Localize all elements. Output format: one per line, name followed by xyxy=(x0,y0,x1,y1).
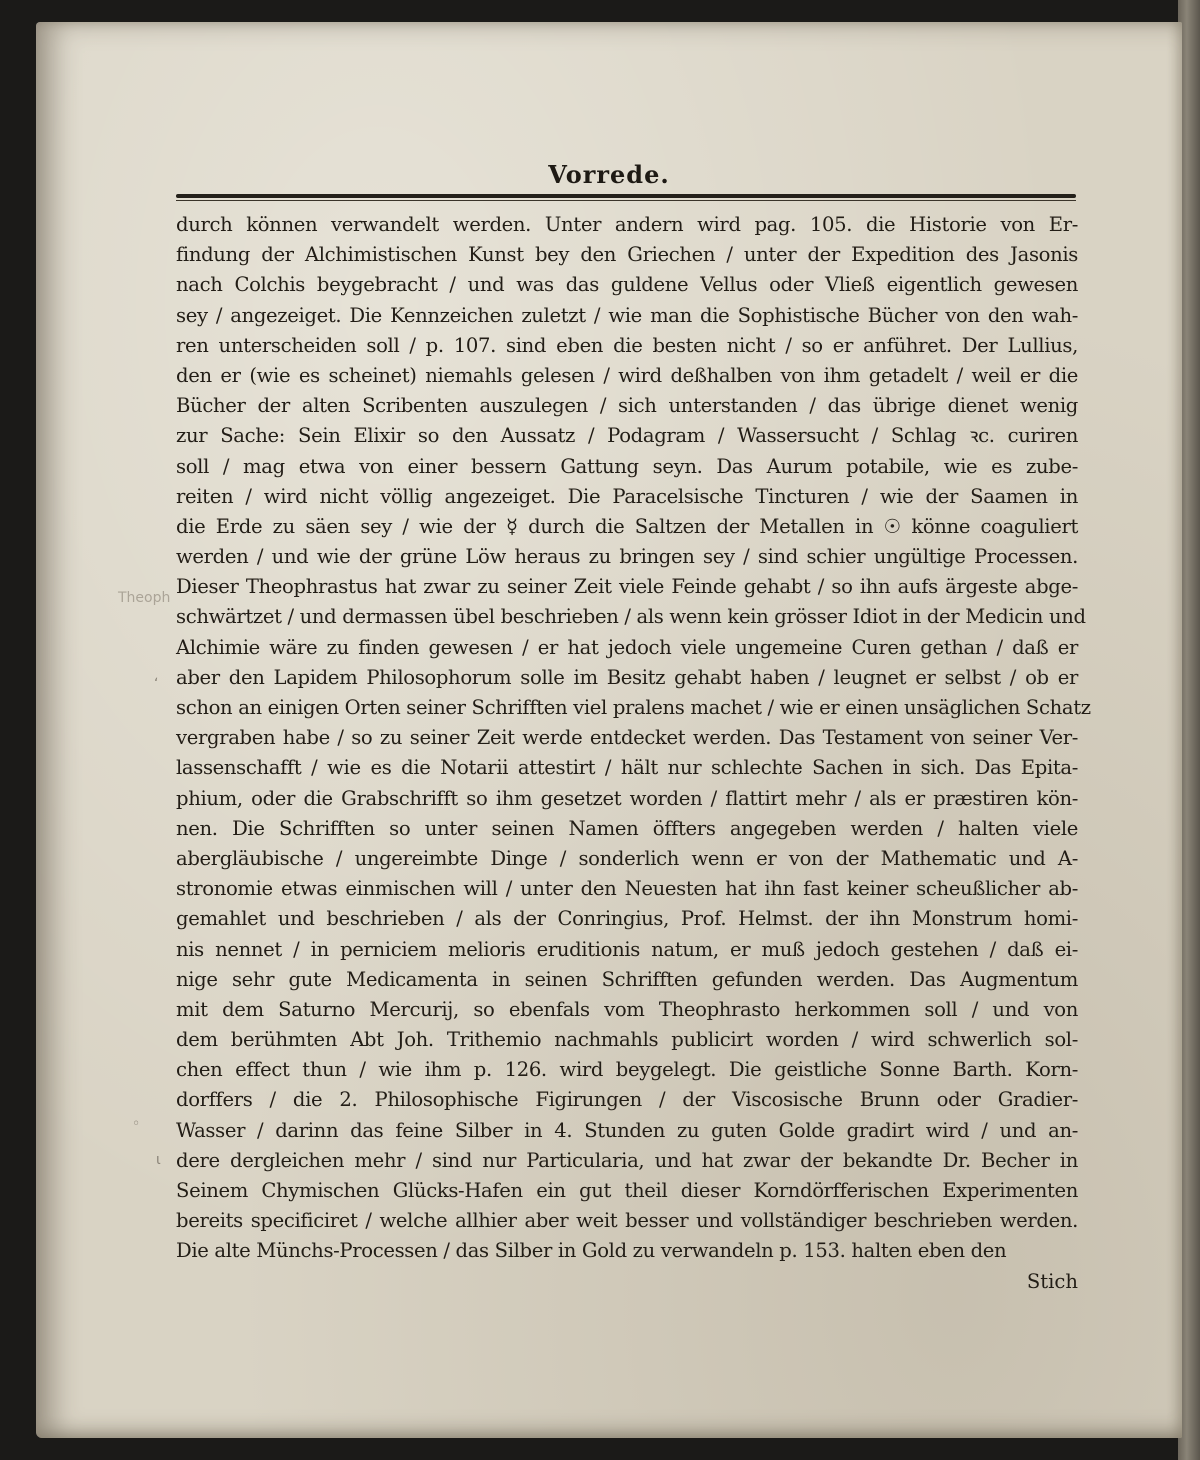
text-line: bereits specificiret / welche allhier aber weit besser und vollständiger beschrieben werden. xyxy=(176,1209,1078,1233)
ink-mark: ι xyxy=(156,1152,161,1168)
text-line: dere dergleichen mehr / sind nur Particularia, und hat zwar der bekandte Dr. Becher in xyxy=(176,1148,1078,1172)
text-line: chen effect thun / wie ihm p. 126. wird beygelegt. Die geistliche Sonne Barth. Korn- xyxy=(176,1058,1078,1082)
text-line: durch können verwandelt werden. Unter andern wird pag. 105. die Historie von Er- xyxy=(176,213,1078,236)
ink-mark: ʻ xyxy=(154,676,159,692)
text-line: phium, oder die Grabschrifft so ihm gesetzet worden / flattirt mehr / als er præstiren kön- xyxy=(176,786,1078,810)
text-line: nach Colchis beygebracht / und was das guldene Vellus oder Vließ eigentlich gewesen xyxy=(176,273,1078,297)
text-line: mit dem Saturno Mercurij, so ebenfals vom Theophrasto herkommen soll / und von xyxy=(176,997,1078,1021)
text-line: schwärtzet / und dermassen übel beschrieben / als wenn kein grösser Idiot in der Medicin und xyxy=(176,605,1086,629)
text-line: dem berühmten Abt Joh. Trithemio nachmahls publicirt worden / wird schwerlich sol- xyxy=(176,1028,1078,1052)
text-line: nis nennet / in perniciem melioris eruditionis natum, er muß jedoch gestehen / daß ei- xyxy=(176,937,1078,961)
text-line: abergläubische / ungereimbte Dinge / sonderlich wenn er von der Mathematic und A- xyxy=(176,846,1078,870)
text-line: gemahlet und beschrieben / als der Conringius, Prof. Helmst. der ihn Monstrum homi- xyxy=(176,907,1078,931)
catchword: Stich xyxy=(1026,1269,1078,1293)
text-line: vergraben habe / so zu seiner Zeit werde entdecket werden. Das Testament von seiner Ver- xyxy=(176,726,1078,750)
text-line: Seinem Chymischen Glücks-Hafen ein gut theil dieser Korndörfferischen Experimenten xyxy=(176,1179,1078,1202)
text-line: zur Sache: Sein Elixir so den Aussatz / Podagram / Wassersucht / Schlag ꝛc. curiren xyxy=(176,424,1078,448)
text-line: Alchimie wäre zu finden gewesen / er hat jedoch viele ungemeine Curen gethan / daß er xyxy=(176,635,1078,659)
ink-mark: ◦ xyxy=(132,1116,141,1132)
text-line: aber den Lapidem Philosophorum solle im Besitz gehabt haben / leugnet er selbst / ob er xyxy=(176,665,1078,689)
text-line: den er (wie es scheinet) niemahls gelesen / wird deßhalben von ihm getadelt / weil er die xyxy=(176,363,1078,387)
text-line: findung der Alchimistischen Kunst bey den Griechen / unter der Expedition des Jasonis xyxy=(176,243,1078,267)
text-line: Wasser / darinn das feine Silber in 4. Stunden zu guten Golde gradirt wird / und an- xyxy=(176,1118,1078,1142)
text-line: dorffers / die 2. Philosophische Figirungen / der Viscosische Brunn oder Gradier- xyxy=(176,1088,1078,1112)
text-line: Dieser Theophrastus hat zwar zu seiner Zeit viele Feinde gehabt / so ihn aufs ärgeste abge- xyxy=(176,575,1078,599)
text-line: schon an einigen Orten seiner Schrifften viel pralens machet / wie er einen unsäglichen Schatz xyxy=(176,696,1091,719)
text-line: nen. Die Schrifften so unter seinen Namen öffters angegeben werden / halten viele xyxy=(176,816,1078,840)
margin-annotation: Theoph xyxy=(118,590,171,606)
text-line: soll / mag etwa von einer bessern Gattung seyn. Das Aurum potabile, wie es zube- xyxy=(176,454,1078,478)
text-line: werden / und wie der grüne Löw heraus zu bringen sey / sind schier ungültige Processen. xyxy=(176,545,1078,569)
header-rule-thin xyxy=(176,200,1076,201)
text-line: nige sehr gute Medicamenta in seinen Schrifften gefunden werden. Das Augmentum xyxy=(176,967,1078,991)
text-line: reiten / wird nicht völlig angezeiget. Die Paracelsische Tincturen / wie der Saamen in xyxy=(176,484,1078,508)
body-text xyxy=(176,210,1091,1297)
text-line: Bücher der alten Scribenten auszulegen / sich unterstanden / das übrige dienet wenig xyxy=(176,394,1078,418)
text-line: stronomie etwas einmischen will / unter den Neuesten hat ihn fast keiner scheußlicher ab- xyxy=(176,877,1078,901)
text-line: lassenschafft / wie es die Notarii attestirt / hält nur schlechte Sachen in sich. Das Epita- xyxy=(176,756,1078,780)
text-line: Die alte Münchs-Processen / das Silber in Gold zu verwandeln p. 153. halten eben den xyxy=(176,1239,1007,1263)
book-page xyxy=(36,22,1182,1438)
header-rule xyxy=(176,194,1076,198)
text-line: sey / angezeiget. Die Kennzeichen zuletzt / wie man die Sophistische Bücher von den wah- xyxy=(176,303,1078,327)
running-head: Vorrede. xyxy=(548,160,670,189)
text-line: die Erde zu säen sey / wie der ☿ durch die Saltzen der Metallen in ☉ könne coaguliert xyxy=(176,514,1078,538)
text-line: ren unterscheiden soll / p. 107. sind eben die besten nicht / so er anführet. Der Lullius, xyxy=(176,333,1078,357)
